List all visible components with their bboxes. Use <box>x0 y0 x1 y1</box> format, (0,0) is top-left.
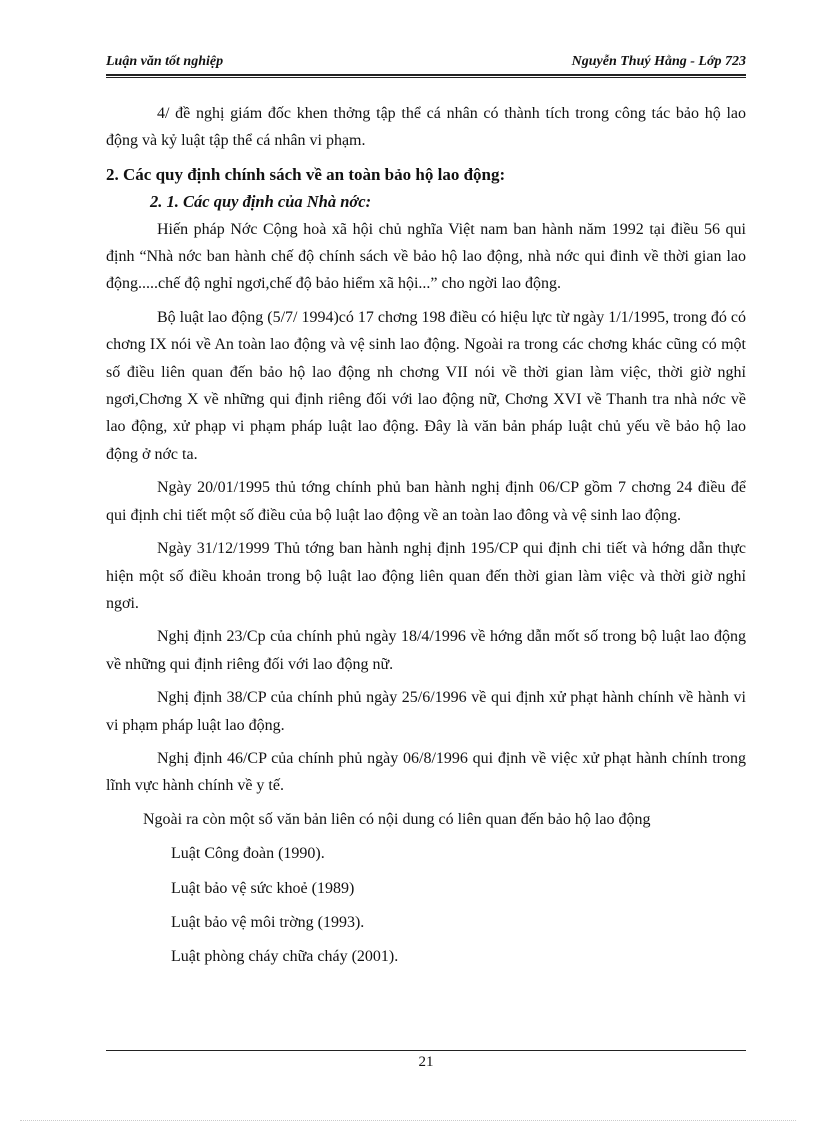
subsection-heading: 2. 1. Các quy định của Nhà nớc: <box>150 192 372 212</box>
paragraph-decree-23: Nghị định 23/Cp của chính phủ ngày 18/4/1996 về hớng dẫn mốt số trong bộ luật lao động về những qui định riêng đối với lao động nữ. <box>106 628 746 673</box>
page-header <box>106 52 746 76</box>
header-title: Luận văn tốt nghiệp <box>106 54 224 69</box>
paragraph-decree-38: Nghị định 38/CP của chính phủ ngày 25/6/1996 về qui định xử phạt hành chính về hành vi vi phạm pháp luật lao động. <box>106 689 746 734</box>
page-body <box>106 100 746 971</box>
list-item: Luật bảo vệ sức khoẻ (1989) <box>171 879 355 897</box>
paragraph-decree-195: Ngày 31/12/1999 Thủ tớng ban hành nghị định 195/CP qui định chi tiết và hớng dẫn thực hiện một số điều khoản trong bộ luật lao động liên quan đến thời gian làm việc và thời giờ nghỉ ngơi. <box>106 540 746 612</box>
paragraph-constitution: Hiến pháp Nớc Cộng hoà xã hội chủ nghĩa Việt nam ban hành năm 1992 tại điều 56 qui định “Nhà nớc ban hành chế độ chính sách về bảo hộ lao động, nhà nớc qui đinh về thời gian lao động.....chế độ nghỉ ngơi,chế độ bảo hiểm xã hội...” cho ngời lao động. <box>106 220 746 293</box>
list-item: Luật Công đoàn (1990). <box>171 845 325 863</box>
paragraph-reward-discipline: 4/ đề nghị giám đốc khen thởng tập thể cá nhân có thành tích trong công tác bảo hộ lao động và kỷ luật tập thể cá nhân vi phạm. <box>106 105 746 150</box>
paragraph-decree-06: Ngày 20/01/1995 thủ tớng chính phủ ban hành nghị định 06/CP gồm 7 chơng 24 điều để qui định chi tiết một số điều của bộ luật lao động về an toàn lao đông và vệ sinh lao động. <box>106 479 746 524</box>
paragraph-labor-code: Bộ luật lao động (5/7/ 1994)có 17 chơng 198 điều có hiệu lực từ ngày 1/1/1995, trong đó có chơng IX nói về An toàn lao động và vệ sinh lao động. Ngoài ra trong các chơng khác cũng có một số điều liên quan đến bảo hộ lao động nh chơng VII nói về thời gian làm việc, thời giờ nghỉ ngơi,Chơng X về những qui định riêng đối với lao động nữ, Chơng XVI về Thanh tra nhà nớc về lao động, xử phạp vi phạm pháp luật lao động. Đây là văn bản pháp luật chủ yếu về bảo hộ lao động ở nớc ta. <box>106 308 746 463</box>
section-heading: 2. Các quy định chính sách về an toàn bảo hộ lao động: <box>106 164 506 184</box>
header-rule <box>106 77 746 78</box>
paragraph-other-documents: Ngoài ra còn một số văn bản liên có nội dung có liên quan đến bảo hộ lao động <box>143 810 651 828</box>
footer-rule <box>106 1050 746 1051</box>
list-item: Luật bảo vệ môi trờng (1993). <box>171 913 365 931</box>
list-item: Luật phòng cháy chữa cháy (2001). <box>171 948 399 966</box>
paragraph-decree-46: Nghị định 46/CP của chính phủ ngày 06/8/1996 qui định về việc xử phạt hành chính trong lĩnh vực hành chính về y tế. <box>106 749 746 795</box>
page-number: 21 <box>418 1054 434 1070</box>
page-edge-divider <box>20 1120 796 1121</box>
header-author: Nguyễn Thuý Hằng - Lớp 723 <box>571 54 746 69</box>
